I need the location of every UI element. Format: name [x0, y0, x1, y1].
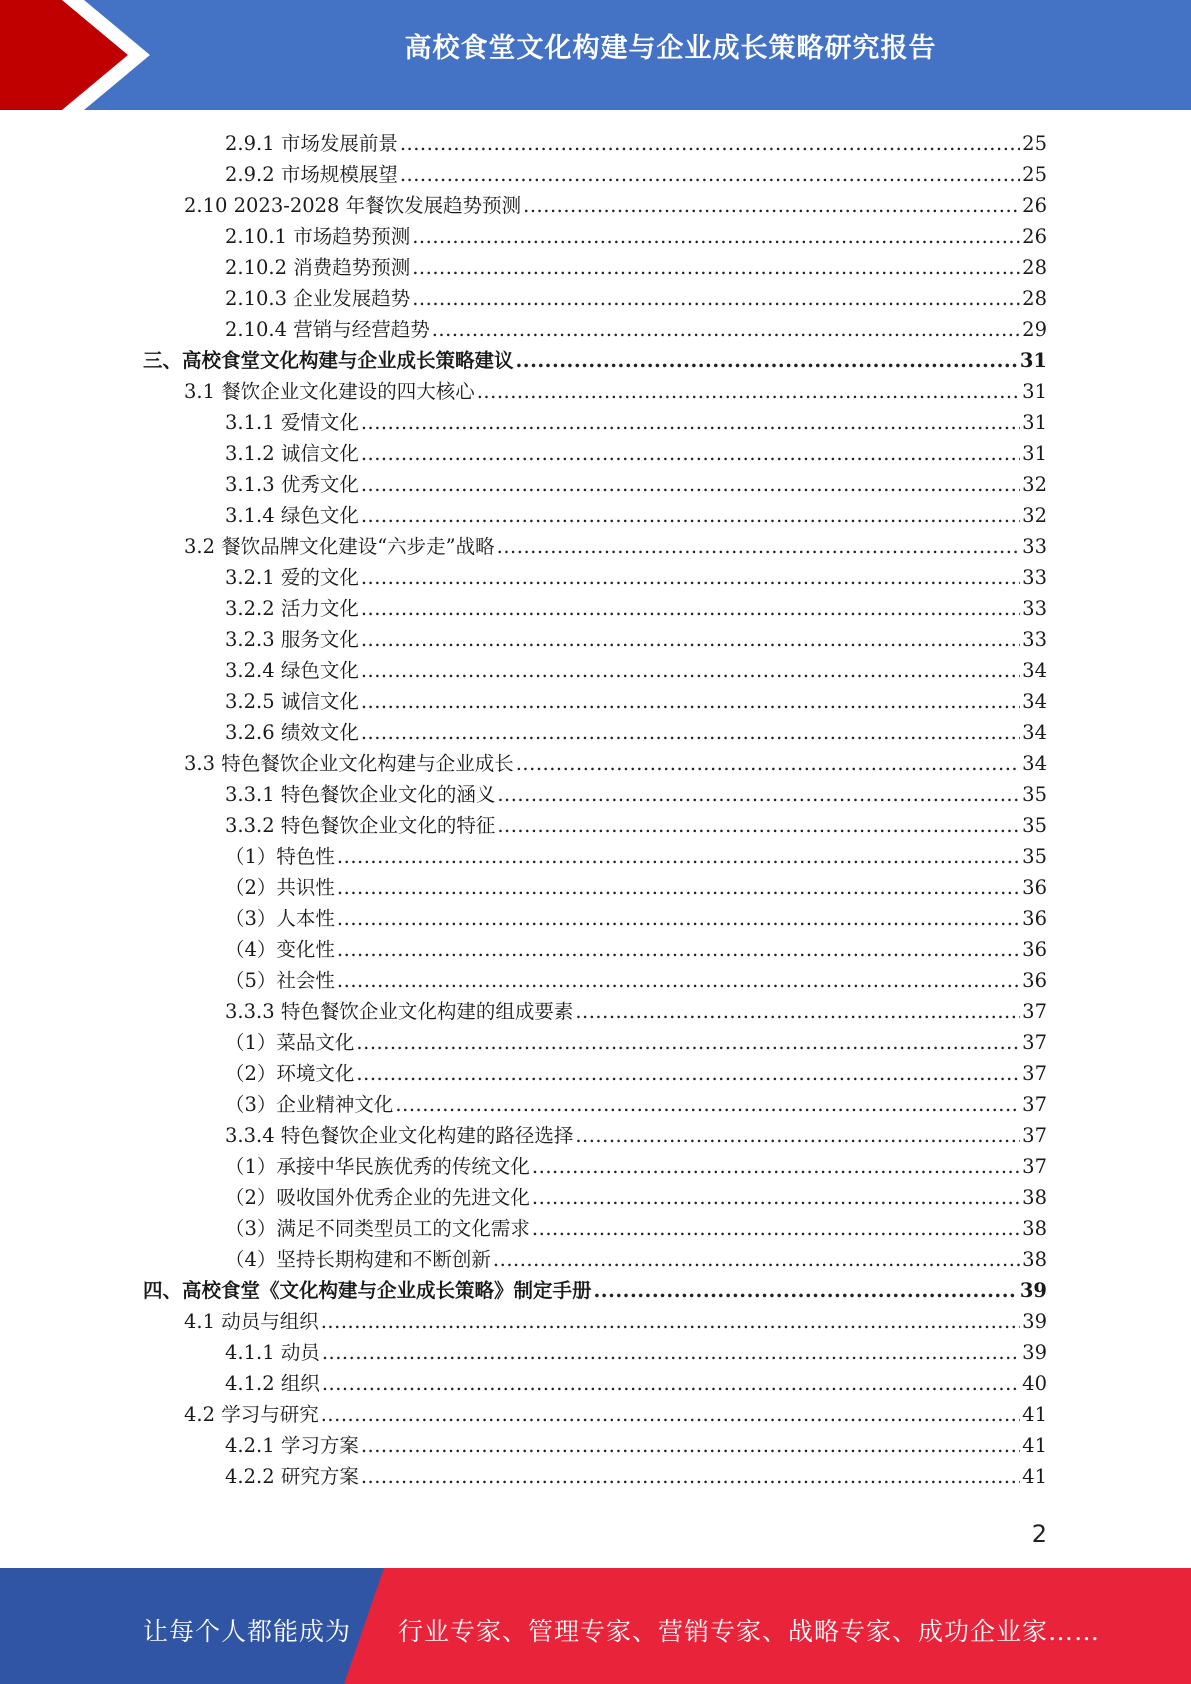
toc-entry[interactable] — [225, 810, 1047, 841]
toc-dot-leader — [356, 1027, 1020, 1058]
toc-entry-label: （1）特色性 — [225, 845, 335, 868]
toc-entry-page: 32 — [1022, 504, 1047, 527]
toc-entry-label: 2.9.1 市场发展前景 — [225, 132, 398, 155]
toc-entry-label: （3）人本性 — [225, 907, 335, 930]
toc-entry-label: （3）满足不同类型员工的文化需求 — [225, 1217, 530, 1240]
toc-entry-label: 3.3.2 特色餐饮企业文化的特征 — [225, 814, 496, 837]
toc-dot-leader — [322, 1368, 1020, 1399]
toc-entry[interactable] — [225, 779, 1047, 810]
toc-entry[interactable] — [225, 469, 1047, 500]
toc-entry-label: （2）吸收国外优秀企业的先进文化 — [225, 1186, 530, 1209]
toc-dot-leader — [532, 1182, 1020, 1213]
toc-entry[interactable] — [143, 345, 1047, 376]
toc-entry-page: 33 — [1022, 628, 1047, 651]
toc-entry[interactable] — [225, 1368, 1047, 1399]
page-header — [0, 0, 1191, 110]
toc-entry-page: 38 — [1022, 1248, 1047, 1271]
toc-entry-page: 26 — [1022, 194, 1047, 217]
toc-entry-page: 39 — [1022, 1310, 1047, 1333]
toc-dot-leader — [361, 655, 1020, 686]
toc-entry[interactable] — [225, 1058, 1047, 1089]
toc-entry[interactable] — [225, 438, 1047, 469]
toc-entry[interactable] — [225, 407, 1047, 438]
toc-entry[interactable] — [225, 1461, 1047, 1492]
toc-entry-page: 33 — [1022, 597, 1047, 620]
toc-entry-page: 36 — [1022, 876, 1047, 899]
toc-entry-label: （4）坚持长期构建和不断创新 — [225, 1248, 491, 1271]
toc-dot-leader — [523, 190, 1020, 221]
toc-entry-page: 37 — [1022, 1124, 1047, 1147]
toc-entry-label: 3.2.4 绿色文化 — [225, 659, 359, 682]
toc-entry-page: 34 — [1022, 690, 1047, 713]
toc-dot-leader — [361, 593, 1020, 624]
toc-entry[interactable] — [225, 841, 1047, 872]
toc-dot-leader — [532, 1151, 1020, 1182]
toc-entry[interactable] — [225, 159, 1047, 190]
toc-entry-page: 37 — [1022, 1155, 1047, 1178]
toc-entry-label: （1）菜品文化 — [225, 1031, 355, 1054]
toc-entry-label: 3.2 餐饮品牌文化建设“六步走”战略 — [184, 535, 495, 558]
toc-entry-page: 34 — [1022, 752, 1047, 775]
toc-entry-page: 36 — [1022, 907, 1047, 930]
toc-dot-leader — [361, 438, 1020, 469]
toc-entry[interactable] — [225, 965, 1047, 996]
report-title: 高校食堂文化构建与企业成长策略研究报告 — [404, 33, 937, 64]
toc-entry[interactable] — [184, 376, 1047, 407]
toc-entry-label: （5）社会性 — [225, 969, 335, 992]
toc-entry[interactable] — [225, 1120, 1047, 1151]
toc-dot-leader — [321, 1306, 1020, 1337]
toc-dot-leader — [321, 1399, 1020, 1430]
toc-dot-leader — [412, 252, 1020, 283]
toc-entry-page: 33 — [1022, 535, 1047, 558]
toc-entry[interactable] — [225, 686, 1047, 717]
toc-entry-label: 3.1.3 优秀文化 — [225, 473, 359, 496]
footer-slogan: 让每个人都能成为 — [143, 1617, 352, 1646]
toc-dot-leader — [361, 407, 1020, 438]
toc-entry[interactable] — [225, 562, 1047, 593]
toc-entry-label: 4.1.1 动员 — [225, 1341, 320, 1364]
toc-dot-leader — [356, 1058, 1020, 1089]
toc-dot-leader — [532, 1213, 1020, 1244]
toc-entry-label: 3.2.1 爱的文化 — [225, 566, 359, 589]
toc-entry-page: 37 — [1022, 1000, 1047, 1023]
toc-entry[interactable] — [184, 748, 1047, 779]
toc-entry-label: 4.2.2 研究方案 — [225, 1465, 359, 1488]
toc-dot-leader — [575, 996, 1020, 1027]
toc-entry-page: 37 — [1022, 1093, 1047, 1116]
toc-entry-label: 3.1.2 诚信文化 — [225, 442, 359, 465]
toc-entry-page: 41 — [1022, 1434, 1047, 1457]
toc-entry[interactable] — [225, 500, 1047, 531]
toc-entry-page: 31 — [1022, 442, 1047, 465]
toc-entry-page: 34 — [1022, 659, 1047, 682]
toc-entry-label: （3）企业精神文化 — [225, 1093, 394, 1116]
toc-entry-label: 四、高校食堂《文化构建与企业成长策略》制定手册 — [143, 1279, 592, 1302]
toc-dot-leader — [516, 748, 1020, 779]
toc-entry-label: 2.10.4 营销与经营趋势 — [225, 318, 430, 341]
toc-entry-label: 3.2.2 活力文化 — [225, 597, 359, 620]
toc-dot-leader — [432, 314, 1020, 345]
toc-entry[interactable] — [225, 1213, 1047, 1244]
toc-dot-leader — [400, 128, 1020, 159]
page-footer — [0, 1568, 1191, 1684]
toc-dot-leader — [337, 872, 1020, 903]
toc-entry[interactable] — [225, 717, 1047, 748]
header-chevron-icon — [0, 0, 160, 110]
toc-entry-page: 28 — [1022, 287, 1047, 310]
toc-entry-label: 2.9.2 市场规模展望 — [225, 163, 398, 186]
toc-entry-page: 31 — [1022, 380, 1047, 403]
toc-entry-label: 3.3.3 特色餐饮企业文化构建的组成要素 — [225, 1000, 574, 1023]
toc-entry-page: 26 — [1022, 225, 1047, 248]
toc-entry-page: 38 — [1022, 1217, 1047, 1240]
toc-dot-leader — [337, 965, 1020, 996]
toc-dot-leader — [361, 717, 1020, 748]
toc-entry[interactable] — [143, 1275, 1047, 1306]
toc-entry[interactable] — [225, 934, 1047, 965]
toc-entry[interactable] — [225, 252, 1047, 283]
toc-dot-leader — [337, 934, 1020, 965]
toc-entry[interactable] — [225, 593, 1047, 624]
toc-dot-leader — [337, 841, 1020, 872]
toc-entry-label: 3.2.3 服务文化 — [225, 628, 359, 651]
toc-entry[interactable] — [184, 1399, 1047, 1430]
toc-dot-leader — [575, 1120, 1020, 1151]
toc-entry-label: （4）变化性 — [225, 938, 335, 961]
toc-entry-page: 35 — [1022, 814, 1047, 837]
toc-entry-page: 36 — [1022, 938, 1047, 961]
toc-entry-label: 3.1 餐饮企业文化建设的四大核心 — [184, 380, 475, 403]
toc-entry[interactable] — [225, 1430, 1047, 1461]
toc-entry[interactable] — [225, 655, 1047, 686]
toc-entry[interactable] — [225, 1337, 1047, 1368]
toc-entry[interactable] — [225, 314, 1047, 345]
toc-entry-page: 31 — [1022, 411, 1047, 434]
toc-dot-leader — [400, 159, 1020, 190]
toc-entry-page: 41 — [1022, 1465, 1047, 1488]
toc-entry-label: 3.1.4 绿色文化 — [225, 504, 359, 527]
toc-entry-label: 3.2.5 诚信文化 — [225, 690, 359, 713]
toc-dot-leader — [361, 562, 1020, 593]
toc-entry-page: 33 — [1022, 566, 1047, 589]
toc-entry-page: 32 — [1022, 473, 1047, 496]
toc-entry[interactable] — [225, 1089, 1047, 1120]
toc-entry[interactable] — [225, 872, 1047, 903]
page-number: 2 — [1031, 1520, 1047, 1548]
toc-entry-page: 39 — [1019, 1279, 1047, 1302]
toc-entry-label: （2）环境文化 — [225, 1062, 355, 1085]
toc-entry[interactable] — [225, 1244, 1047, 1275]
toc-dot-leader — [594, 1275, 1018, 1306]
toc-entry-label: 2.10 2023-2028 年餐饮发展趋势预测 — [184, 194, 522, 217]
toc-entry-label: 3.3 特色餐饮企业文化构建与企业成长 — [184, 752, 514, 775]
toc-entry-label: 3.2.6 绩效文化 — [225, 721, 359, 744]
toc-entry-page: 34 — [1022, 721, 1047, 744]
toc-entry-page: 25 — [1022, 132, 1047, 155]
toc-entry-page: 37 — [1022, 1031, 1047, 1054]
toc-entry[interactable] — [225, 624, 1047, 655]
toc-entry[interactable] — [225, 996, 1047, 1027]
toc-dot-leader — [412, 283, 1020, 314]
toc-entry-label: 4.2 学习与研究 — [184, 1403, 319, 1426]
toc-dot-leader — [497, 810, 1020, 841]
toc-entry-page: 35 — [1022, 783, 1047, 806]
toc-dot-leader — [412, 221, 1020, 252]
toc-entry[interactable] — [225, 1027, 1047, 1058]
toc-entry-label: 4.2.1 学习方案 — [225, 1434, 359, 1457]
toc-entry-label: 4.1.2 组织 — [225, 1372, 320, 1395]
toc-entry-label: 三、高校食堂文化构建与企业成长策略建议 — [143, 349, 514, 372]
toc-entry-label: 4.1 动员与组织 — [184, 1310, 319, 1333]
toc-dot-leader — [516, 345, 1018, 376]
toc-dot-leader — [361, 500, 1020, 531]
toc-dot-leader — [477, 376, 1020, 407]
toc-entry-label: （2）共识性 — [225, 876, 335, 899]
toc-dot-leader — [497, 531, 1021, 562]
toc-entry[interactable] — [184, 190, 1047, 221]
toc-entry[interactable] — [184, 531, 1047, 562]
toc-entry[interactable] — [225, 128, 1047, 159]
toc-entry-page: 41 — [1022, 1403, 1047, 1426]
toc-entry[interactable] — [225, 283, 1047, 314]
toc-entry-label: 3.1.1 爱情文化 — [225, 411, 359, 434]
toc-entry-label: 2.10.2 消费趋势预测 — [225, 256, 411, 279]
toc-entry-page: 31 — [1019, 349, 1047, 372]
toc-entry-label: （1）承接中华民族优秀的传统文化 — [225, 1155, 530, 1178]
toc-entry-page: 35 — [1022, 845, 1047, 868]
toc-entry[interactable] — [225, 221, 1047, 252]
toc-dot-leader — [361, 1461, 1020, 1492]
toc-dot-leader — [337, 903, 1020, 934]
toc-dot-leader — [395, 1089, 1020, 1120]
toc-entry-label: 2.10.1 市场趋势预测 — [225, 225, 411, 248]
toc-dot-leader — [493, 1244, 1020, 1275]
toc-dot-leader — [361, 624, 1020, 655]
toc-entry-label: 3.3.1 特色餐饮企业文化的涵义 — [225, 783, 496, 806]
footer-tagline: 行业专家、管理专家、营销专家、战略专家、成功企业家…… — [398, 1617, 1101, 1646]
toc-entry-page: 40 — [1022, 1372, 1047, 1395]
toc-entry-page: 28 — [1022, 256, 1047, 279]
toc-entry[interactable] — [184, 1306, 1047, 1337]
toc-entry-label: 2.10.3 企业发展趋势 — [225, 287, 411, 310]
toc-entry-label: 3.3.4 特色餐饮企业文化构建的路径选择 — [225, 1124, 574, 1147]
toc-dot-leader — [322, 1337, 1020, 1368]
toc-entry-page: 38 — [1022, 1186, 1047, 1209]
toc-entry[interactable] — [225, 903, 1047, 934]
toc-dot-leader — [361, 1430, 1020, 1461]
toc-entry-page: 29 — [1022, 318, 1047, 341]
toc-dot-leader — [361, 686, 1020, 717]
toc-entry-page: 36 — [1022, 969, 1047, 992]
toc-entry-page: 25 — [1022, 163, 1047, 186]
toc-dot-leader — [497, 779, 1020, 810]
toc-entry-page: 37 — [1022, 1062, 1047, 1085]
toc-entry[interactable] — [225, 1182, 1047, 1213]
toc-entry-page: 39 — [1022, 1341, 1047, 1364]
toc-entry[interactable] — [225, 1151, 1047, 1182]
toc-dot-leader — [361, 469, 1020, 500]
